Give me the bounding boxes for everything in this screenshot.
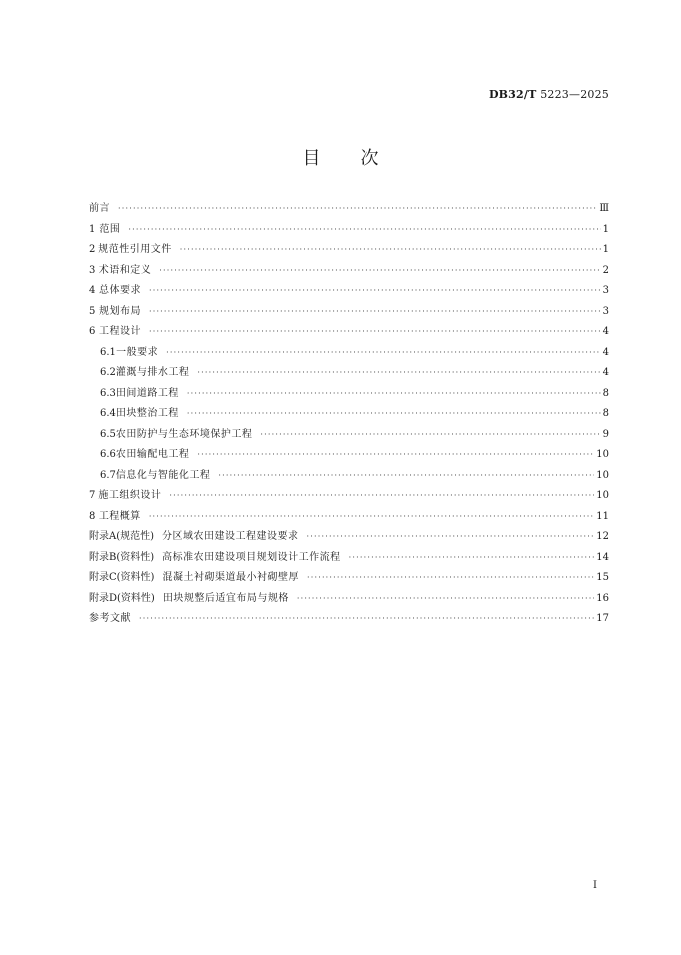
toc-entry-page: 3: [602, 305, 609, 317]
toc-entry-number: 附录B(资料性): [89, 551, 155, 563]
toc-entry-page: Ⅲ: [599, 203, 609, 214]
toc-entry-number: 附录D(资料性): [89, 592, 155, 604]
toc-entry-page: 10: [596, 490, 609, 501]
toc-entry[interactable]: [89, 220, 609, 241]
dot-leader: [307, 527, 595, 548]
toc-entry-page: 3: [602, 285, 609, 296]
toc-entry-page: 8: [602, 408, 609, 419]
toc-entry[interactable]: [89, 466, 609, 487]
toc-entry[interactable]: [89, 281, 609, 302]
toc-entry-title: 混凝土衬砌渠道最小衬砌壁厚: [162, 572, 299, 583]
toc-entry[interactable]: [89, 240, 609, 261]
toc-entry-title: 前言: [89, 203, 110, 214]
dot-leader: [180, 240, 601, 261]
toc-entry-number: 6.3: [100, 387, 116, 399]
standard-code: 5223—2025: [540, 88, 609, 101]
toc-entry-title: 一般要求: [116, 346, 159, 358]
toc-entry-title: 农田防护与生态环境保护工程: [115, 428, 253, 440]
title-char-1: 目: [302, 148, 321, 169]
page-title: [0, 144, 681, 170]
dot-leader: [149, 322, 601, 343]
dot-leader: [159, 261, 600, 282]
toc-entry-number: 2: [89, 244, 96, 255]
toc-entry[interactable]: [89, 343, 609, 364]
toc-entry-title: 规划布局: [98, 305, 141, 317]
dot-leader: [149, 507, 594, 528]
toc-entry[interactable]: [89, 527, 609, 548]
toc-entry-number: 5: [89, 305, 96, 317]
toc-entry-number: 3: [89, 264, 96, 276]
toc-entry-title: 参考文献: [89, 613, 131, 624]
dot-leader: [187, 404, 601, 425]
toc-entry-title: 规范性引用文件: [98, 244, 172, 255]
toc-entry-number: 附录A(规范性): [89, 531, 155, 542]
toc-entry[interactable]: [89, 589, 609, 610]
toc-entry-page: 4: [602, 367, 609, 378]
toc-entry-number: 4: [89, 285, 96, 296]
toc-entry-title: 高标准农田建设项目规划设计工作流程: [162, 551, 341, 563]
toc-entry[interactable]: [89, 486, 609, 507]
dot-leader: [166, 343, 600, 364]
toc-entry-page: 16: [596, 592, 609, 604]
page-number: I: [593, 880, 597, 891]
toc-entry-page: 10: [596, 469, 609, 481]
toc-entry-number: 8: [89, 510, 96, 522]
toc-entry-page: 4: [602, 326, 609, 337]
toc-entry-page: 10: [596, 449, 609, 460]
toc-entry-number: 6.7: [100, 469, 116, 481]
toc-entry-page: 1: [602, 223, 609, 235]
standard-prefix: DB32/T: [488, 88, 537, 101]
toc-entry-page: 14: [596, 551, 609, 563]
dot-leader: [297, 589, 594, 610]
toc-entry-page: 2: [602, 264, 609, 276]
toc-entry-number: 1: [89, 223, 96, 235]
toc-entry[interactable]: [89, 404, 609, 425]
toc-entry-title: 工程概算: [98, 510, 141, 522]
toc-entry[interactable]: [89, 507, 609, 528]
dot-leader: [118, 199, 597, 220]
dot-leader: [139, 609, 594, 630]
dot-leader: [307, 568, 594, 589]
toc-entry-page: 4: [602, 346, 609, 358]
toc-entry-number: 7: [89, 490, 96, 501]
toc-entry-number: 6.5: [100, 428, 116, 440]
table-of-contents: [89, 199, 609, 630]
toc-entry[interactable]: [89, 609, 609, 630]
standard-number: [489, 88, 609, 101]
toc-entry-title: 范围: [99, 223, 121, 235]
toc-entry-title: 田块规整后适宜布局与规格: [162, 592, 289, 604]
toc-entry-number: 附录C(资料性): [89, 572, 155, 583]
toc-entry-title: 分区域农田建设工程建设要求: [162, 531, 299, 542]
toc-entry-number: 6.2: [100, 367, 116, 378]
dot-leader: [128, 220, 600, 241]
toc-entry-title: 施工组织设计: [98, 490, 162, 501]
toc-entry[interactable]: [89, 261, 609, 282]
toc-entry-page: 15: [596, 572, 609, 583]
dot-leader: [197, 363, 600, 384]
toc-entry-number: 6: [89, 326, 96, 337]
toc-entry[interactable]: [89, 568, 609, 589]
toc-entry[interactable]: [89, 425, 609, 446]
dot-leader: [197, 445, 594, 466]
toc-entry[interactable]: [89, 384, 609, 405]
dot-leader: [149, 302, 601, 323]
toc-entry-page: 8: [602, 387, 609, 399]
toc-entry-page: 12: [596, 531, 609, 542]
toc-entry-title: 信息化与智能化工程: [115, 469, 211, 481]
toc-entry[interactable]: [89, 445, 609, 466]
toc-entry-title: 农田输配电工程: [115, 449, 190, 460]
dot-leader: [260, 425, 600, 446]
toc-entry-title: 工程设计: [98, 326, 141, 337]
toc-entry[interactable]: [89, 322, 609, 343]
title-char-2: 次: [360, 148, 379, 169]
toc-entry-title: 总体要求: [98, 285, 141, 296]
toc-entry-title: 灌溉与排水工程: [115, 367, 190, 378]
dot-leader: [187, 384, 601, 405]
toc-entry-page: 1: [602, 244, 609, 255]
toc-entry-number: 6.6: [100, 449, 116, 460]
toc-entry-page: 17: [596, 613, 609, 624]
toc-entry[interactable]: [89, 548, 609, 569]
toc-entry-page: 9: [602, 428, 609, 440]
toc-entry-page: 11: [596, 510, 609, 522]
toc-entry-number: 6.1: [100, 346, 116, 358]
toc-entry-number: 6.4: [100, 408, 116, 419]
toc-entry-title: 术语和定义: [98, 264, 152, 276]
toc-entry-title: 田间道路工程: [115, 387, 179, 399]
dot-leader: [169, 486, 594, 507]
dot-leader: [349, 548, 595, 569]
toc-entry[interactable]: [89, 363, 609, 384]
toc-entry-title: 田块整治工程: [115, 408, 179, 419]
toc-entry[interactable]: [89, 199, 609, 220]
dot-leader: [218, 466, 594, 487]
dot-leader: [149, 281, 601, 302]
toc-entry[interactable]: [89, 302, 609, 323]
